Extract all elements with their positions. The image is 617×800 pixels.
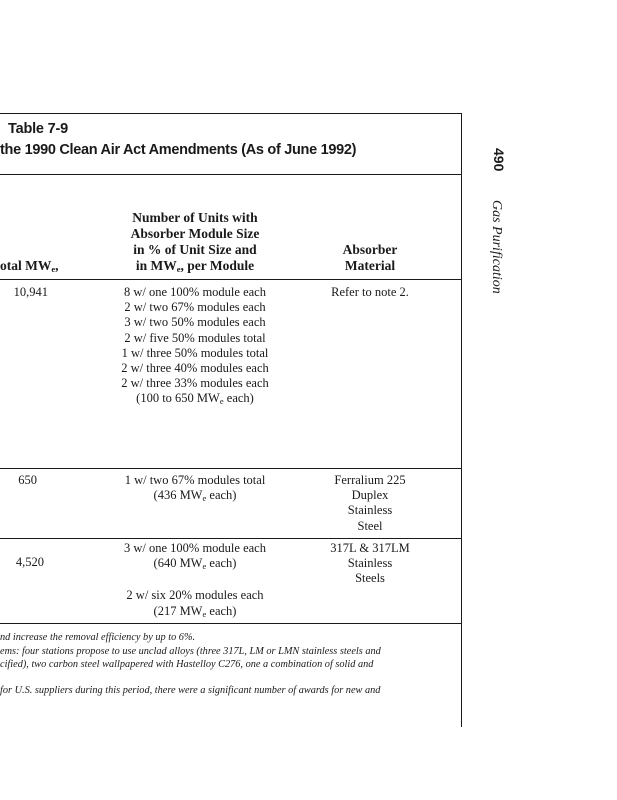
top-rule: [0, 113, 462, 114]
running-title: Gas Purification: [489, 200, 504, 294]
table-title: the 1990 Clean Air Act Amendments (As of June 1992): [0, 142, 357, 158]
note-line-3: cified), two carbon steel wallpapered with Hastelloy C276, one a combination of solid and: [0, 659, 374, 670]
column-header-material: Absorber Material: [342, 242, 398, 273]
row-2-total: 650: [18, 473, 37, 487]
row-1-total: 10,941: [13, 285, 48, 299]
right-border: [461, 113, 462, 727]
column-header-units: Number of Units with Absorber Module Size in % of Unit Size and in $MW_e$, per Module: [130, 210, 260, 274]
row-2-units: 1 w/ two 67% modules total (436 $MW_e$ each): [124, 473, 266, 504]
table-number: Table 7-9: [8, 121, 68, 137]
note-line-4: for U.S. suppliers during this period, there were a significant number of awards for new and: [0, 685, 381, 696]
page-number: 490: [491, 148, 507, 172]
header-rule: [0, 279, 462, 280]
row-3-total: 4,520: [15, 555, 44, 569]
table-bottom-rule: [0, 623, 462, 624]
row-rule-1: [0, 468, 462, 469]
row-3-material: 317L & 317LM Stainless Steels: [330, 541, 410, 586]
note-line-2: ems: four stations propose to use unclad alloys (three 317L, LM or LMN stainless steels and: [0, 646, 381, 657]
row-1-units: 8 w/ one 100% module each 2 w/ two 67% modules each 3 w/ two 50% modules each 2 w/ five 50% modules total 1 w/ three 50% modules total 2 w/ three 40% modules each 2 w/ three 33% modules each (100 to 650 $MW_e$ each): [121, 285, 269, 407]
row-2-material: Ferralium 225 Duplex Stainless Steel: [334, 473, 406, 533]
caption-rule: [0, 174, 462, 175]
row-1-material: Refer to note 2.: [331, 285, 409, 299]
column-header-total: otal $MW_e$,: [0, 258, 59, 274]
row-rule-2: [0, 538, 462, 539]
note-line-1: nd increase the removal efficiency by up to 6%.: [0, 632, 196, 643]
row-3-units: 3 w/ one 100% module each (640 $MW_e$ each) 2 w/ six 20% modules each (217 $MW_e$ each): [124, 541, 266, 619]
